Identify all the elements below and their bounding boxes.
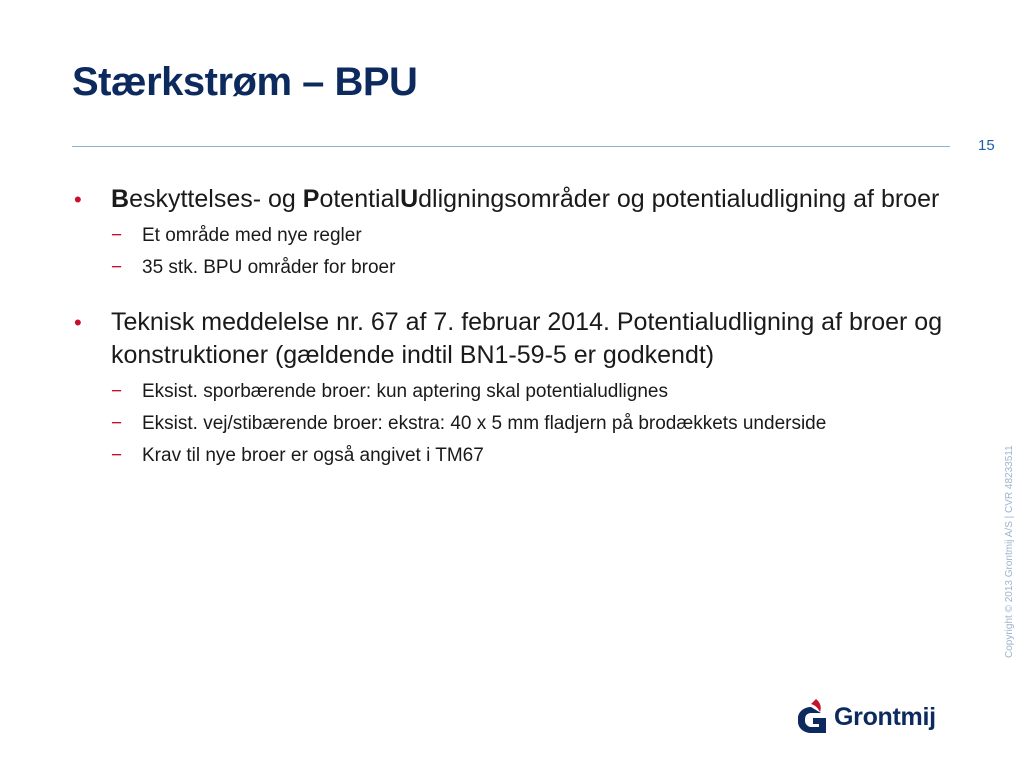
dash-marker: − bbox=[111, 257, 123, 278]
bold-letter-p: P bbox=[302, 185, 320, 213]
sub-item bbox=[72, 444, 962, 468]
sub-item-text: Krav til nye broer er også angivet i TM67 bbox=[142, 445, 484, 466]
text-part: otential bbox=[319, 185, 401, 213]
slide-title: Stærkstrøm – BPU bbox=[72, 60, 418, 104]
bullet-text: Teknisk meddelelse nr. 67 af 7. februar 2014. Potentialudligning af broer og konstruktioner (gældende indtil BN1-59-5 er godkendt) bbox=[111, 308, 943, 369]
sub-item-text: Eksist. sporbærende broer: kun aptering skal potentialudlignes bbox=[142, 381, 668, 402]
sub-item-text: Et område med nye regler bbox=[142, 225, 362, 246]
dash-marker: − bbox=[111, 413, 123, 434]
dash-marker: − bbox=[111, 225, 123, 246]
bold-letter-b: B bbox=[111, 185, 130, 213]
sub-item bbox=[72, 224, 962, 248]
slide-content bbox=[72, 183, 962, 468]
dash-marker: − bbox=[111, 445, 123, 466]
sub-item bbox=[72, 380, 962, 404]
text-part: dligningsområder og potentialudligning af broer bbox=[418, 185, 940, 213]
title-divider bbox=[72, 146, 950, 147]
page-number: 15 bbox=[978, 137, 995, 154]
grontmij-logo bbox=[796, 698, 936, 736]
sub-item bbox=[72, 412, 962, 436]
copyright-notice: Copyright © 2013 Grontmij A/S | CVR 48233511 bbox=[1004, 445, 1015, 658]
text-part: eskyttelses- og bbox=[129, 185, 303, 213]
bold-letter-u: U bbox=[400, 185, 419, 213]
dash-marker: − bbox=[111, 381, 123, 402]
sub-item-text: 35 stk. BPU områder for broer bbox=[142, 257, 396, 278]
logo-wordmark: Grontmij bbox=[834, 702, 936, 731]
sub-item bbox=[72, 256, 962, 280]
bullet-item-1 bbox=[72, 183, 962, 216]
sub-item-text: Eksist. vej/stibærende broer: ekstra: 40 x 5 mm fladjern på brodækkets underside bbox=[142, 413, 827, 434]
bullet-dot: • bbox=[74, 187, 82, 212]
bullet-item-2 bbox=[72, 306, 962, 372]
grontmij-mark-icon bbox=[796, 698, 828, 736]
bullet-dot: • bbox=[74, 310, 82, 335]
